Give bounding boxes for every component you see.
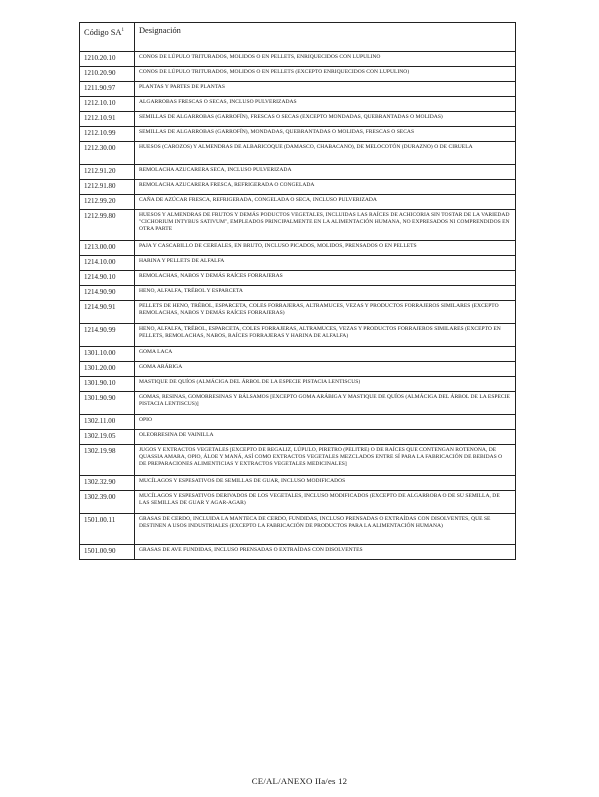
table-row <box>80 286 516 301</box>
hs-code-cell: 1302.11.00 <box>80 415 135 430</box>
hs-code-cell: 1214.10.00 <box>80 256 135 271</box>
hs-code-cell: 1501.00.90 <box>80 545 135 560</box>
table-row <box>80 430 516 445</box>
designation-cell: OLEORRESINA DE VAINILLA <box>135 430 516 445</box>
hs-code-cell: 1214.90.91 <box>80 301 135 324</box>
hs-code-cell: 1214.90.10 <box>80 271 135 286</box>
hs-code-cell: 1210.20.90 <box>80 67 135 82</box>
column-header-code: Código $SA^1$ <box>80 23 135 52</box>
hs-code-cell: 1302.32.90 <box>80 476 135 491</box>
hs-code-cell: 1302.19.98 <box>80 445 135 476</box>
table-row <box>80 210 516 241</box>
table-row <box>80 67 516 82</box>
table-row <box>80 142 516 165</box>
table-row <box>80 241 516 256</box>
table-row <box>80 445 516 476</box>
designation-cell: HENO, ALFALFA, TRÉBOL, ESPARCETA, COLES FORRAJERAS, ALTRAMUCES, VEZAS Y PRODUCTOS FORRAJEROS SIMILARES (EXCEPTO EN PELLETS, REMOLACHAS, NABOS, RAÍCES FORRAJERAS Y HARINA DE ALFALFA) <box>135 324 516 347</box>
table-row <box>80 256 516 271</box>
hs-code-cell: 1212.91.80 <box>80 180 135 195</box>
hs-code-cell: 1214.90.90 <box>80 286 135 301</box>
table-header-row <box>80 23 516 52</box>
designation-cell: GRASAS DE CERDO, INCLUIDA LA MANTECA DE CERDO, FUNDIDAS, INCLUSO PRENSADAS O EXTRAÍDAS CON DISOLVENTES, QUE SE DESTINEN A USOS INDUSTRIALES (EXCEPTO LA FABRICACIÓN DE PRODUCTOS PARA LA ALIMENTACIÓN HUMANA) <box>135 514 516 545</box>
table-row <box>80 97 516 112</box>
designation-cell: CAÑA DE AZÚCAR FRESCA, REFRIGERADA, CONGELADA O SECA, INCLUSO PULVERIZADA <box>135 195 516 210</box>
designation-cell: REMOLACHA AZUCARERA SECA, INCLUSO PULVERIZADA <box>135 165 516 180</box>
tariff-table <box>79 22 516 560</box>
table-row <box>80 491 516 514</box>
designation-cell: SEMILLAS DE ALGARROBAS (GARROFÍN), FRESCAS O SECAS (EXCEPTO MONDADAS, QUEBRANTADAS O MOLIDAS) <box>135 112 516 127</box>
hs-code-cell: 1213.00.00 <box>80 241 135 256</box>
designation-cell: CONOS DE LÚPULO TRITURADOS, MOLIDOS O EN PELLETS (EXCEPTO ENRIQUECIDOS CON LUPULINO) <box>135 67 516 82</box>
hs-code-cell: 1301.90.10 <box>80 377 135 392</box>
column-header-designation: Designación <box>135 23 516 52</box>
hs-code-cell: 1501.00.11 <box>80 514 135 545</box>
table-row <box>80 377 516 392</box>
hs-code-cell: 1212.10.91 <box>80 112 135 127</box>
table-row <box>80 180 516 195</box>
hs-code-cell: 1214.90.99 <box>80 324 135 347</box>
hs-code-cell: 1301.10.00 <box>80 347 135 362</box>
table-row <box>80 392 516 415</box>
designation-cell: OPIO <box>135 415 516 430</box>
designation-cell: GOMA ARÁBIGA <box>135 362 516 377</box>
table-row <box>80 271 516 286</box>
table-row <box>80 195 516 210</box>
designation-cell: GRASAS DE AVE FUNDIDAS, INCLUSO PRENSADAS O EXTRAÍDAS CON DISOLVENTES <box>135 545 516 560</box>
designation-cell: GOMAS, RESINAS, GOMORRESINAS Y BÁLSAMOS [EXCEPTO GOMA ARÁBIGA Y MASTIQUE DE QUÍOS (ALMÁCIGA DEL ÁRBOL DE LA ESPECIE PISTACIA LENTISCUS)] <box>135 392 516 415</box>
designation-cell: REMOLACHAS, NABOS Y DEMÁS RAÍCES FORRAJERAS <box>135 271 516 286</box>
designation-cell: HARINA Y PELLETS DE ALFALFA <box>135 256 516 271</box>
table-row <box>80 347 516 362</box>
designation-cell: JUGOS Y EXTRACTOS VEGETALES [EXCEPTO DE REGALIZ, LÚPULO, PIRETRO (PELITRE) O DE RAÍCES QUE CONTENGAN ROTENONA, DE QUASSIA AMARA, OPIO, ÁLOE Y MANÁ, ASÍ COMO EXTRACTOS VEGETALES MEZCLADOS ENTRE SÍ PARA LA FABRICACIÓN DE BEBIDAS O DE PREPARACIONES ALIMENTICIAS Y EXTRACTOS VEGETALES MEDICINALES] <box>135 445 516 476</box>
hs-code-cell: 1302.19.05 <box>80 430 135 445</box>
hs-code-cell: 1210.20.10 <box>80 52 135 67</box>
designation-cell: MUCÍLAGOS Y ESPESATIVOS DE SEMILLAS DE GUAR, INCLUSO MODIFICADOS <box>135 476 516 491</box>
hs-code-cell: 1301.20.00 <box>80 362 135 377</box>
table-row <box>80 82 516 97</box>
table-row <box>80 324 516 347</box>
designation-cell: SEMILLAS DE ALGARROBAS (GARROFÍN), MONDADAS, QUEBRANTADAS O MOLIDAS, FRESCAS O SECAS <box>135 127 516 142</box>
hs-code-cell: 1211.90.97 <box>80 82 135 97</box>
designation-cell: GOMA LACA <box>135 347 516 362</box>
page-footer: CE/AL/ANEXO IIa/es 12 <box>251 776 348 786</box>
designation-cell: HUESOS (CAROZOS) Y ALMENDRAS DE ALBARICOQUE (DAMASCO, CHABACANO), DE MELOCOTÓN (DURAZNO) O DE CIRUELA <box>135 142 516 165</box>
table-row <box>80 112 516 127</box>
table-row <box>80 165 516 180</box>
table-row <box>80 476 516 491</box>
table-row <box>80 514 516 545</box>
designation-cell: PLANTAS Y PARTES DE PLANTAS <box>135 82 516 97</box>
hs-code-cell: 1301.90.90 <box>80 392 135 415</box>
hs-code-cell: 1212.91.20 <box>80 165 135 180</box>
table-row <box>80 362 516 377</box>
designation-cell: ALGARROBAS FRESCAS O SECAS, INCLUSO PULVERIZADAS <box>135 97 516 112</box>
hs-code-cell: 1212.10.10 <box>80 97 135 112</box>
designation-cell: HENO, ALFALFA, TRÉBOL Y ESPARCETA <box>135 286 516 301</box>
table-row <box>80 127 516 142</box>
designation-cell: REMOLACHA AZUCARERA FRESCA, REFRIGERADA O CONGELADA <box>135 180 516 195</box>
table-row <box>80 301 516 324</box>
designation-cell: PAJA Y CASCABILLO DE CEREALES, EN BRUTO, INCLUSO PICADOS, MOLIDOS, PRENSADOS O EN PELLETS <box>135 241 516 256</box>
table-row <box>80 52 516 67</box>
designation-cell: PELLETS DE HENO, TRÉBOL, ESPARCETA, COLES FORRAJERAS, ALTRAMUCES, VEZAS Y PRODUCTOS FORRAJEROS SIMILARES (EXCEPTO REMOLACHAS, NABOS Y DEMÁS RAÍCES FORRAJERAS) <box>135 301 516 324</box>
hs-code-cell: 1212.30.00 <box>80 142 135 165</box>
hs-code-cell: 1212.99.80 <box>80 210 135 241</box>
designation-cell: MUCÍLAGOS Y ESPESATIVOS DERIVADOS DE LOS VEGETALES, INCLUSO MODIFICADOS (EXCEPTO DE ALGARROBA O DE SU SEMILLA, DE LAS SEMILLAS DE GUAR Y AGAR-AGAR) <box>135 491 516 514</box>
designation-cell: MASTIQUE DE QUÍOS (ALMÁCIGA DEL ÁRBOL DE LA ESPECIE PISTACIA LENTISCUS) <box>135 377 516 392</box>
table-row <box>80 545 516 560</box>
footnote-marker: 1 <box>121 28 124 33</box>
hs-code-cell: 1212.10.99 <box>80 127 135 142</box>
hs-code-cell: 1212.99.20 <box>80 195 135 210</box>
hs-code-cell: 1302.39.00 <box>80 491 135 514</box>
table-row <box>80 415 516 430</box>
designation-cell: CONOS DE LÚPULO TRITURADOS, MOLIDOS O EN PELLETS, ENRIQUECIDOS CON LUPULINO <box>135 52 516 67</box>
designation-cell: HUESOS Y ALMENDRAS DE FRUTOS Y DEMÁS PODUCTOS VEGETALES, INCLUIDAS LAS RAÍCES DE ACHICORIA SIN TOSTAR DE LA VARIEDAD "CICHORIUM INTYBUS SATIVUM", EMPLEADOS PRINCIPALMENTE EN LA ALIMENTACIÓN HUMANA, NO EXPRESADOS NI COMPRENDIDOS EN OTRA PARTE <box>135 210 516 241</box>
